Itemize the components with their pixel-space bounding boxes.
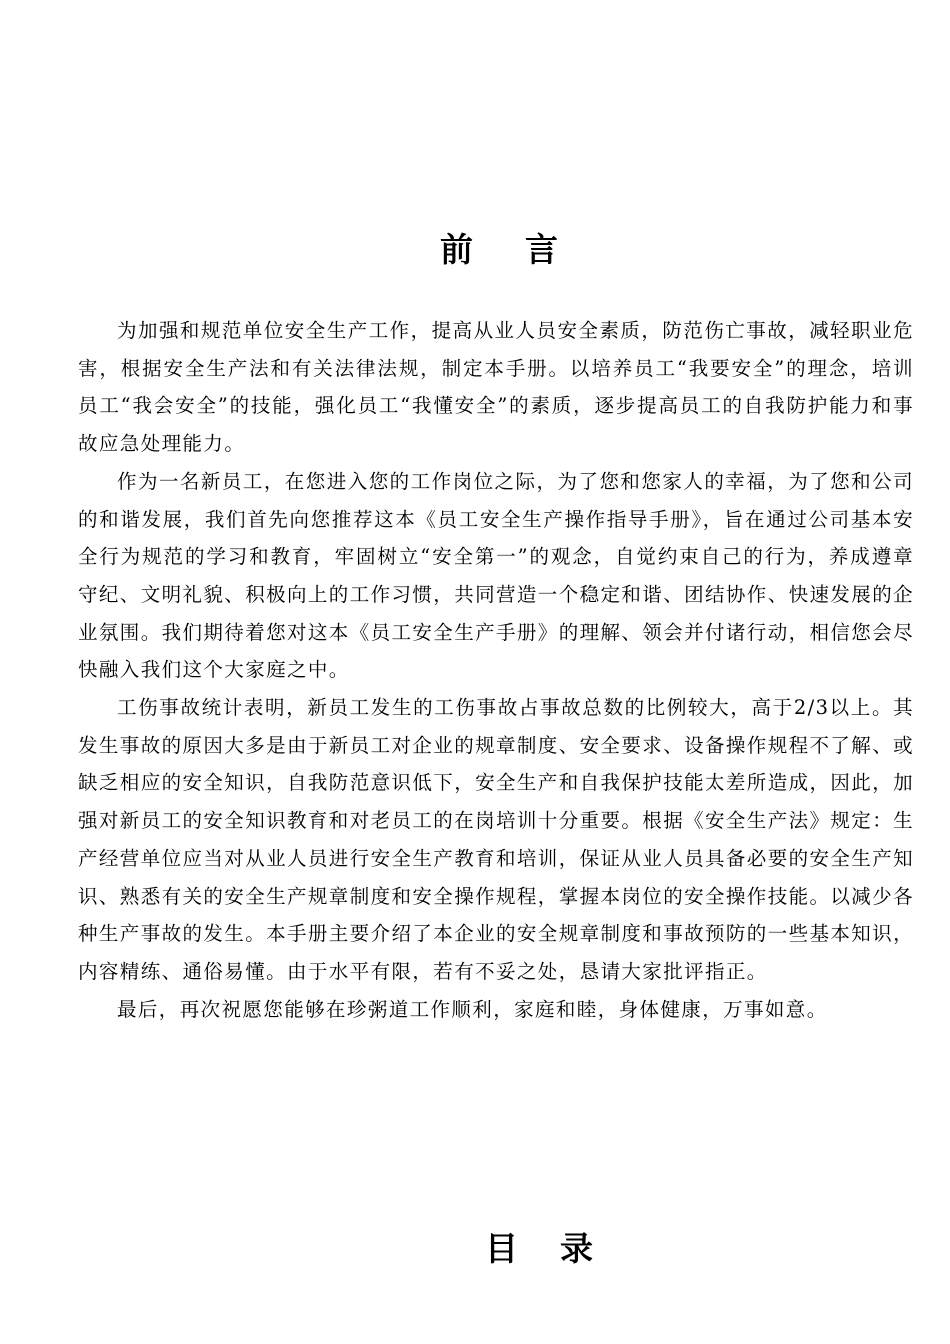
preface-paragraph-4: 最后，再次祝愿您能够在珍粥道工作顺利，家庭和睦，身体健康，万事如意。	[117, 997, 828, 1021]
preface-title-char-2: 言	[525, 230, 558, 269]
toc-title-char-2: 录	[560, 1229, 593, 1268]
preface-paragraph-1: 为加强和规范单位安全生产工作，提高从业人员安全素质，防范伤亡事故，减轻职业危害，根据安全生产法和有关法律法规，制定本手册。以培养员工“我要安全”的理念，培训员工“我会安全”的技能，强化员工“我懂安全”的素质，逐步提高员工的自我防护能力和事故应急处理能力。	[78, 319, 914, 456]
preface-body	[78, 312, 914, 1028]
preface-title-char-1: 前	[440, 230, 473, 269]
preface-paragraph-3: 工伤事故统计表明，新员工发生的工伤事故占事故总数的比例较大，高于2/3以上。其发生事故的原因大多是由于新员工对企业的规章制度、安全要求、设备操作规程不了解、或缺乏相应的安全知识，自我防范意识低下，安全生产和自我保护技能太差所造成，因此，加强对新员工的安全知识教育和对老员工的在岗培训十分重要。根据《安全生产法》规定：生产经营单位应当对从业人员进行安全生产教育和培训，保证从业人员具备必要的安全生产知识、熟悉有关的安全生产规章制度和安全操作规程，掌握本岗位的安全操作技能。以减少各种生产事故的发生。本手册主要介绍了本企业的安全规章制度和事故预防的一些基本知识，内容精练、通俗易懂。由于水平有限，若有不妥之处，恳请大家批评指正。	[78, 696, 915, 983]
toc-title-char-1: 目	[485, 1229, 518, 1268]
preface-title	[440, 230, 558, 270]
preface-paragraph-2: 作为一名新员工，在您进入您的工作岗位之际，为了您和您家人的幸福，为了您和公司的和谐发展，我们首先向您推荐这本《员工安全生产操作指导手册》，旨在通过公司基本安全行为规范的学习和教育，牢固树立“安全第一”的观念，自觉约束自己的行为，养成遵章守纪、文明礼貌、积极向上的工作习惯，共同营造一个稳定和谐、团结协作、快速发展的企业氛围。我们期待着您对这本《员工安全生产手册》的理解、领会并付诸行动，相信您会尽快融入我们这个大家庭之中。	[78, 469, 915, 682]
toc-title	[485, 1229, 593, 1269]
